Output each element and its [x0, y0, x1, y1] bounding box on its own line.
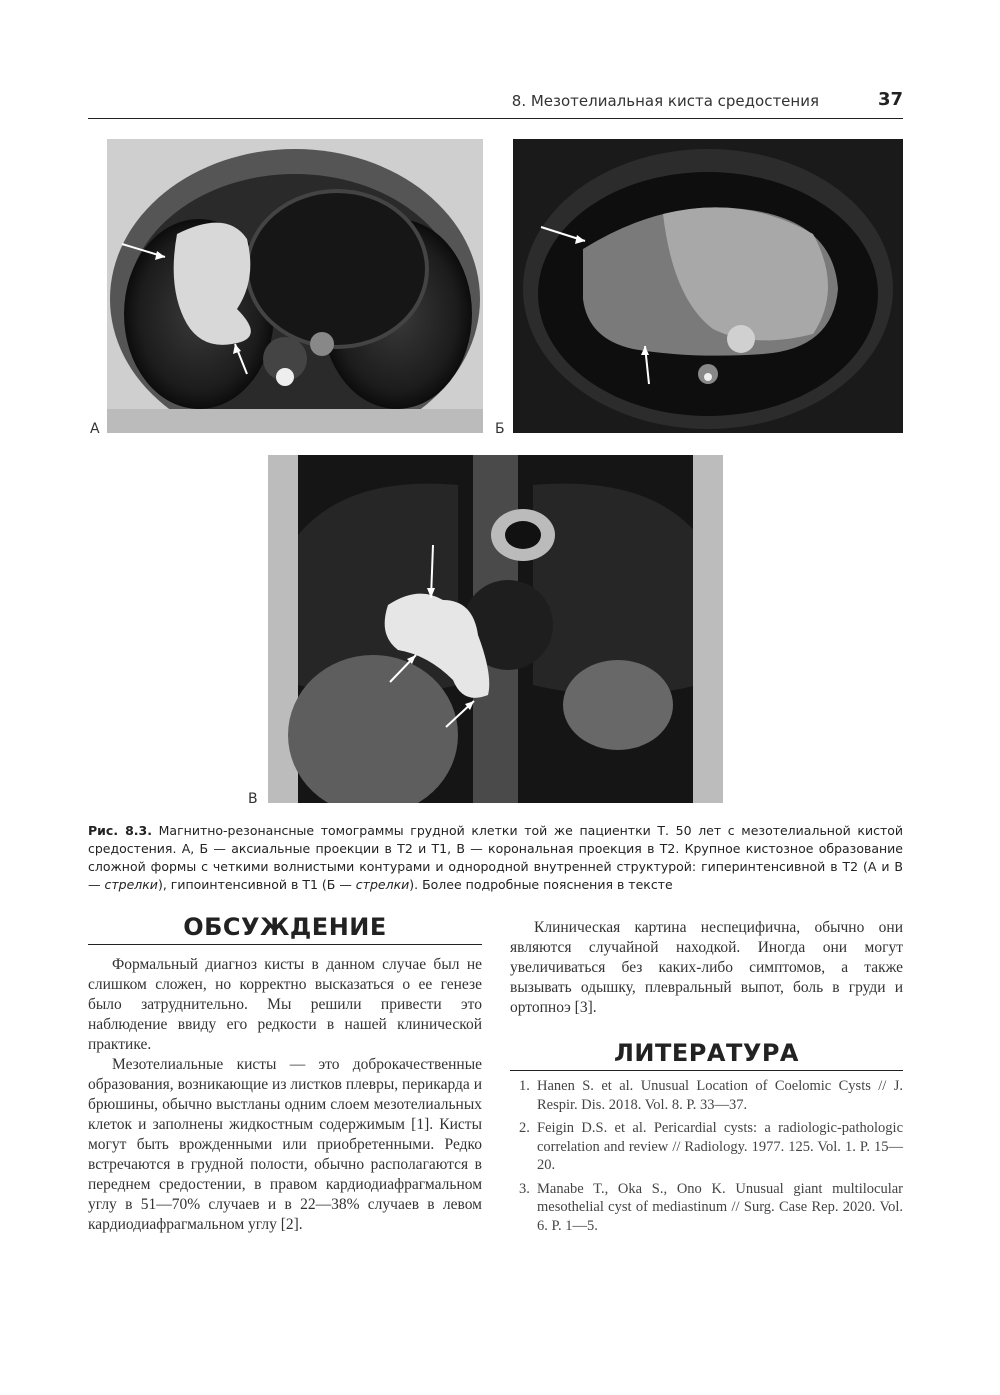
reference-text: Manabe T., Oka S., Ono K. Unusual giant multilocular mesothelial cyst of mediastinum // Surg. Case Rep. 2020. Vol. 6. P. 1—5.	[537, 1180, 903, 1234]
mri-axial-t1-image	[513, 139, 903, 433]
reference-number: 1.	[519, 1078, 530, 1094]
reference-item	[515, 1077, 903, 1114]
figure-caption	[88, 822, 903, 894]
panel-label-a: А	[90, 421, 100, 437]
discussion-paragraph-1: Формальный диагноз кисты в данном случае был не слишком сложен, но корректно высказаться о ее генезе было затруднительно. Мы решили привести это наблюдение ввиду его редкости в нашей клинической практике.	[88, 956, 482, 1053]
reference-item	[515, 1119, 903, 1175]
running-header	[88, 88, 903, 119]
reference-text: Hanen S. et al. Unusual Location of Coelomic Cysts // J. Respir. Dis. 2018. Vol. 8. P. 33—37.	[537, 1078, 903, 1113]
reference-number: 2.	[519, 1120, 530, 1136]
caption-text-2: ), гипоинтенсивной в Т1 (Б —	[157, 877, 356, 892]
discussion-heading: ОБСУЖДЕНИЕ	[88, 912, 482, 945]
panel-label-b: Б	[495, 421, 505, 437]
mri-axial-t2-image	[107, 139, 483, 433]
discussion-left-column	[88, 955, 482, 1235]
reference-item	[515, 1180, 903, 1236]
caption-text-1: Магнитно-резонансные томограммы грудной клетки той же пациентки Т. 50 лет с мезотелиальной кистой средостения. А, Б — аксиальные проекции в Т2 и Т1, В — корональная проекция в Т2. Крупное кистозное образование сложной формы с четкими волнистыми контурами и однородной внутренней структурой: гиперинтенсивной в Т2 (А и В —	[88, 823, 903, 892]
discussion-right-column	[510, 918, 903, 1018]
caption-italic-1: стрелки	[104, 877, 158, 892]
discussion-paragraph-3: Клиническая картина неспецифична, обычно они являются случайной находкой. Иногда они могут увеличиваться без каких-либо симптомов, а также вызывать одышку, плевральный выпот, боль в груди и ортопноэ [3].	[510, 919, 903, 1016]
caption-label: Рис. 8.3.	[88, 823, 152, 838]
reference-number: 3.	[519, 1180, 530, 1197]
caption-italic-2: стрелки	[355, 877, 410, 892]
chapter-title: 8. Мезотелиальная киста средостения	[511, 92, 819, 110]
reference-list	[515, 1077, 903, 1240]
mri-panel-b	[513, 139, 903, 433]
literature-heading: ЛИТЕРАТУРА	[510, 1038, 903, 1071]
page-number: 37	[877, 89, 903, 110]
panel-label-c: В	[248, 791, 258, 807]
mri-panel-a	[107, 139, 483, 433]
discussion-paragraph-2: Мезотелиальные кисты — это доброкачественные образования, возникающие из листков плевры, перикарда и брюшины, обычно выстланы одним слоем мезотелиальных клеток и заполнены жидкостным содержимым [1]. Кисты могут быть врожденными или приобретенными. Редко встречаются в грудной полости, обычно располагаются в переднем средостении, в правом кардиодиафрагмальном углу в 51—70% случаев и в 22—38% случаев в левом кардиодиафрагмальном углу [2].	[88, 1056, 482, 1233]
caption-text-3: ). Более подробные пояснения в тексте	[409, 877, 673, 892]
reference-text: Feigin D.S. et al. Pericardial cysts: a radiologic-pathologic correlation and review // Radiology. 1977. 125. Vol. 1. P. 15—20.	[537, 1120, 903, 1173]
mri-panel-c	[268, 455, 723, 803]
mri-coronal-t2-image	[268, 455, 723, 803]
